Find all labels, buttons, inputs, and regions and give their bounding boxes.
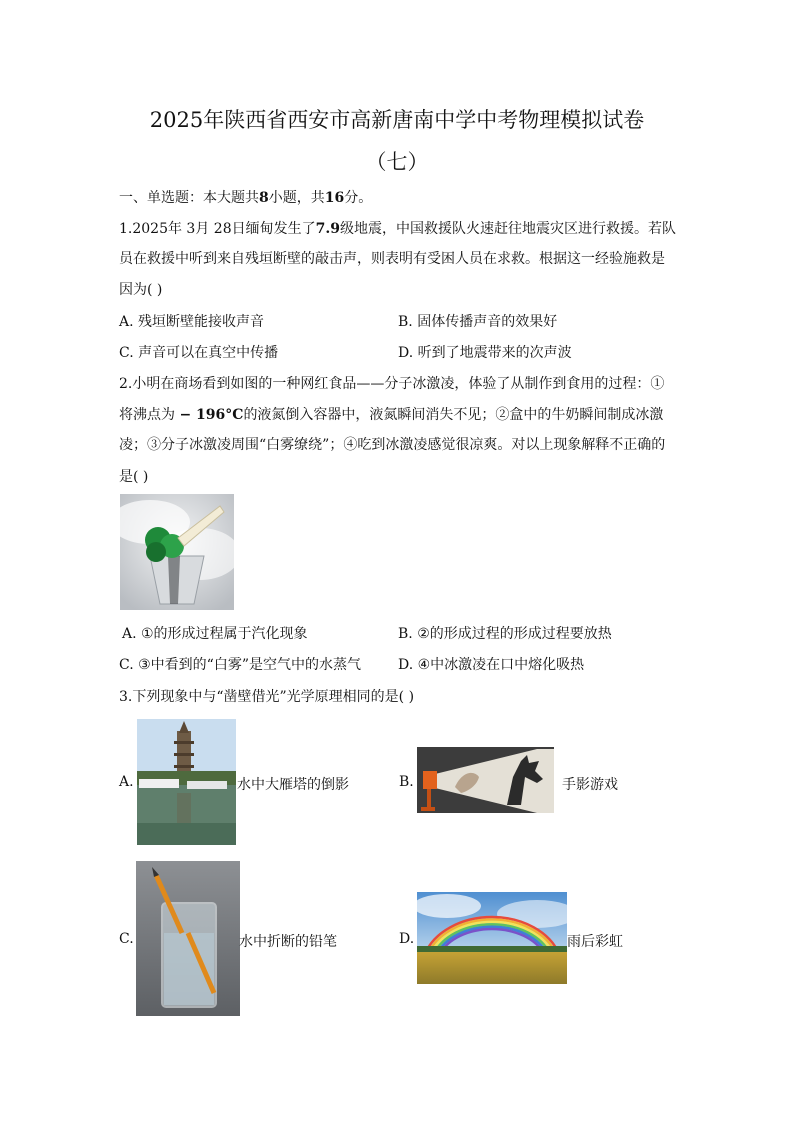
- q1-stem-line1: 1.2025年 3月 28日缅甸发生了7.9级地震，中国救援队火速赶往地震灾区进行救援。若队: [119, 221, 676, 237]
- q3-option-c-text[interactable]: 水中折断的铅笔: [239, 934, 337, 950]
- pencil-in-water-photo: [136, 861, 240, 1016]
- exam-title: 2025年陕西省西安市高新唐南中学中考物理模拟试卷: [149, 108, 645, 132]
- q2-option-d[interactable]: D. ④中冰激凌在口中熔化吸热: [398, 657, 585, 673]
- q2-stem-line3: 凌；③分子冰激凌周围“白雾缭绕”；④吃到冰激凌感觉很凉爽。对以上现象解释不正确的: [119, 437, 666, 453]
- q1-option-c[interactable]: C. 声音可以在真空中传播: [119, 345, 279, 361]
- q2-option-b[interactable]: B. ②的形成过程的形成过程要放热: [398, 626, 612, 642]
- molecular-ice-cream-photo: [120, 494, 234, 610]
- hand-shadow-photo: [417, 747, 554, 813]
- q2-stem-line4: 是( ): [119, 469, 149, 485]
- q3-option-d-letter[interactable]: D.: [399, 931, 415, 947]
- q3-option-d-text[interactable]: 雨后彩虹: [567, 934, 623, 950]
- q1-stem-line2: 员在救援中听到来自残垣断壁的敲击声，则表明有受困人员在求救。根据这一经验施救是: [119, 251, 665, 267]
- pagoda-reflection-photo: [137, 719, 236, 845]
- q1-option-d[interactable]: D. 听到了地震带来的次声波: [398, 345, 572, 361]
- q3-option-a-text[interactable]: 水中大雁塔的倒影: [237, 777, 349, 793]
- q3-option-c-letter[interactable]: C.: [119, 931, 134, 947]
- q2-stem-line1: 2.小明在商场看到如图的一种网红食品——分子冰激凌，体验了从制作到食用的过程：①: [119, 376, 665, 392]
- q1-stem-line3: 因为( ): [119, 282, 163, 298]
- q3-option-b-text[interactable]: 手影游戏: [562, 777, 618, 793]
- q2-option-c[interactable]: C. ③中看到的“白雾”是空气中的水蒸气: [119, 657, 361, 673]
- q1-option-b[interactable]: B. 固体传播声音的效果好: [398, 314, 558, 330]
- exam-subtitle: （七）: [365, 150, 429, 174]
- rainbow-photo: [417, 892, 567, 984]
- q2-stem-line2: 将沸点为 − 196°C的液氮倒入容器中，液氮瞬间消失不见；②盒中的牛奶瞬间制成冰激: [119, 407, 664, 423]
- q3-stem: 3.下列现象中与“凿壁借光”光学原理相同的是( ): [119, 689, 415, 705]
- section-heading: 一、单选题：本大题共8小题，共16分。: [119, 190, 373, 206]
- q2-option-a[interactable]: A. ①的形成过程属于汽化现象: [122, 626, 308, 642]
- q3-option-a-letter[interactable]: A.: [119, 774, 134, 790]
- q3-option-b-letter[interactable]: B.: [399, 774, 414, 790]
- q1-option-a[interactable]: A. 残垣断壁能接收声音: [119, 314, 265, 330]
